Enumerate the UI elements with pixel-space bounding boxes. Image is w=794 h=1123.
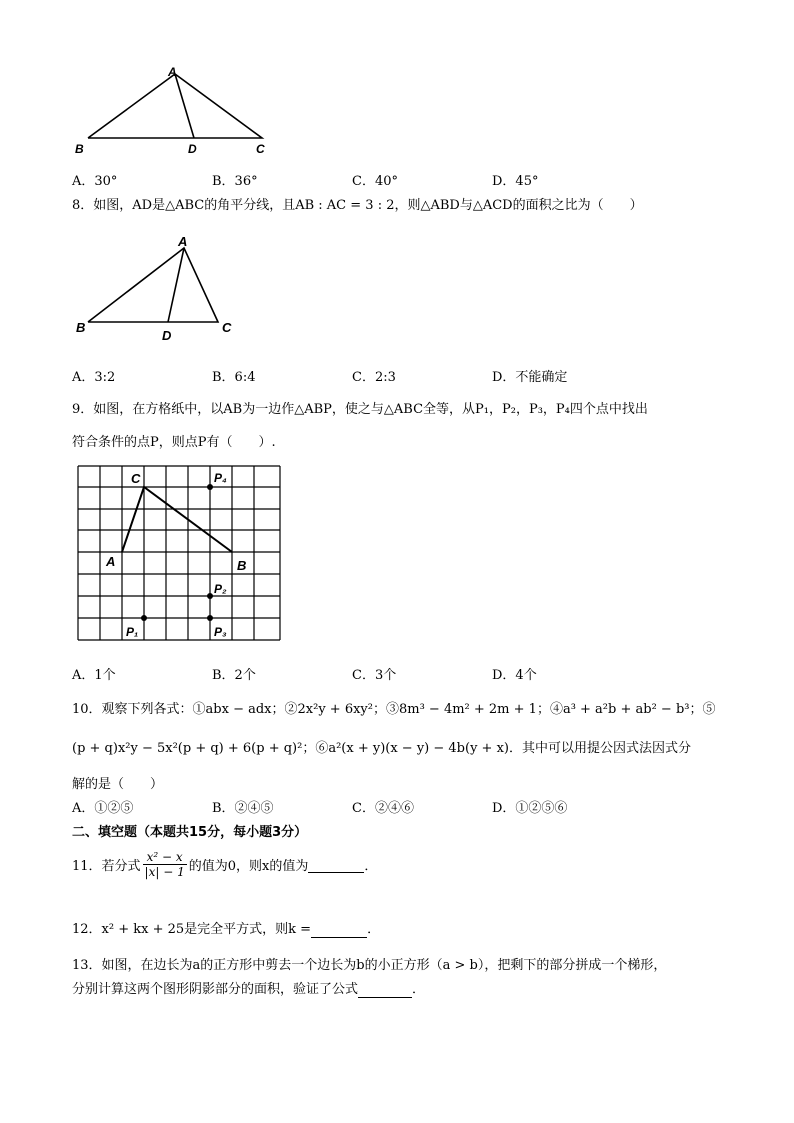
q13-answer-blank[interactable] (358, 982, 412, 998)
q8-option-c[interactable]: C．2:3 (352, 370, 396, 385)
label-c: C (131, 471, 141, 486)
q7-option-b[interactable]: B．36° (212, 174, 258, 189)
q10-option-c[interactable]: C．②④⑥ (352, 801, 414, 816)
q9-option-b[interactable]: B．2个 (212, 668, 256, 683)
label-p1: P₁ (126, 625, 139, 639)
label-d: D (162, 328, 172, 343)
triangle-abc-outline (88, 74, 262, 138)
question-11 (72, 850, 377, 879)
label-d: D (188, 142, 197, 156)
point-p4 (207, 484, 213, 490)
q12-end: ． (367, 922, 381, 937)
q11-end: ． (364, 859, 378, 874)
q11-denominator: |x| − 1 (144, 865, 185, 879)
point-p3 (207, 615, 213, 621)
question-12 (72, 918, 380, 938)
triangle-abc-outline (88, 248, 218, 322)
label-p3: P₃ (214, 625, 227, 639)
q8-option-b[interactable]: B．6:4 (212, 370, 256, 385)
q8-option-d[interactable]: D．不能确定 (492, 370, 568, 385)
figure-q8-triangle (72, 232, 242, 344)
segment-ad (175, 74, 194, 138)
figure-q9-grid (76, 462, 286, 644)
question-13-line-1: 13．如图，在边长为a的正方形中剪去一个边长为b的小正方形（a > b），把剩下的部分拼成一个梯形， (72, 958, 667, 973)
q13-line-2-text: 分别计算这两个图形阴影部分的面积，验证了公式 (72, 982, 359, 997)
label-p2: P₂ (214, 582, 227, 596)
q11-numerator: x² − x (143, 850, 187, 865)
point-p2 (207, 593, 213, 599)
point-p1 (141, 615, 147, 621)
label-a: A (168, 65, 177, 79)
label-a: A (106, 554, 116, 569)
figure-q7-triangle (70, 60, 280, 160)
question-10-line-2: (p + q)x²y − 5x²(p + q) + 6(p + q)²；⑥a²(x + y)(x − y) − 4b(y + x)．其中可以用提公因式法因式分 (72, 741, 691, 756)
q12-text: 12．x² + kx + 25是完全平方式，则k = (72, 922, 312, 937)
label-b: B (76, 320, 86, 335)
q11-answer-blank[interactable] (308, 857, 364, 873)
q12-answer-blank[interactable] (311, 922, 367, 938)
section-2-heading: 二、填空题（本题共15分，每小题3分） (72, 825, 308, 840)
label-c: C (222, 320, 232, 335)
q11-prefix: 11．若分式 (72, 859, 141, 874)
question-8: 8．如图，AD是△ABC的角平分线，且AB : AC = 3 : 2，则△ABD与△ACD的面积之比为（ ） (72, 198, 643, 213)
question-9-line-1: 9．如图，在方格纸中，以AB为一边作△ABP，使之与△ABC全等，从P₁，P₂，P₃，P₄四个点中找出 (72, 402, 648, 417)
question-10-line-3: 解的是（ ） (72, 777, 164, 792)
q8-option-a[interactable]: A．3:2 (72, 370, 116, 385)
q11-fraction (143, 850, 187, 879)
grid-lines (78, 466, 280, 640)
question-10-line-1: 10．观察下列各式：①abx − adx；②2x²y + 6xy²；③8m³ − 4m² + 2m + 1；④a³ + a²b + ab² − b³；⑤ (72, 702, 716, 717)
q10-option-b[interactable]: B．②④⑤ (212, 801, 274, 816)
question-9-line-2: 符合条件的点P，则点P有（ ）. (72, 435, 276, 450)
q11-suffix: 的值为0，则x的值为 (188, 859, 309, 874)
label-p4: P₄ (214, 471, 227, 485)
q9-option-d[interactable]: D．4个 (492, 668, 537, 683)
triangle-abc (122, 487, 232, 552)
label-b: B (237, 558, 247, 573)
question-13-line-2 (72, 978, 425, 998)
q7-option-a[interactable]: A．30° (72, 174, 118, 189)
q9-option-c[interactable]: C．3个 (352, 668, 397, 683)
label-b: B (75, 142, 84, 156)
q10-option-a[interactable]: A．①②⑤ (72, 801, 134, 816)
q10-option-d[interactable]: D．①②⑤⑥ (492, 801, 568, 816)
q7-option-d[interactable]: D．45° (492, 174, 539, 189)
label-a: A (178, 234, 188, 249)
label-c: C (256, 142, 265, 156)
q7-option-c[interactable]: C．40° (352, 174, 398, 189)
q9-option-a[interactable]: A．1个 (72, 668, 116, 683)
q13-end: ． (412, 982, 426, 997)
